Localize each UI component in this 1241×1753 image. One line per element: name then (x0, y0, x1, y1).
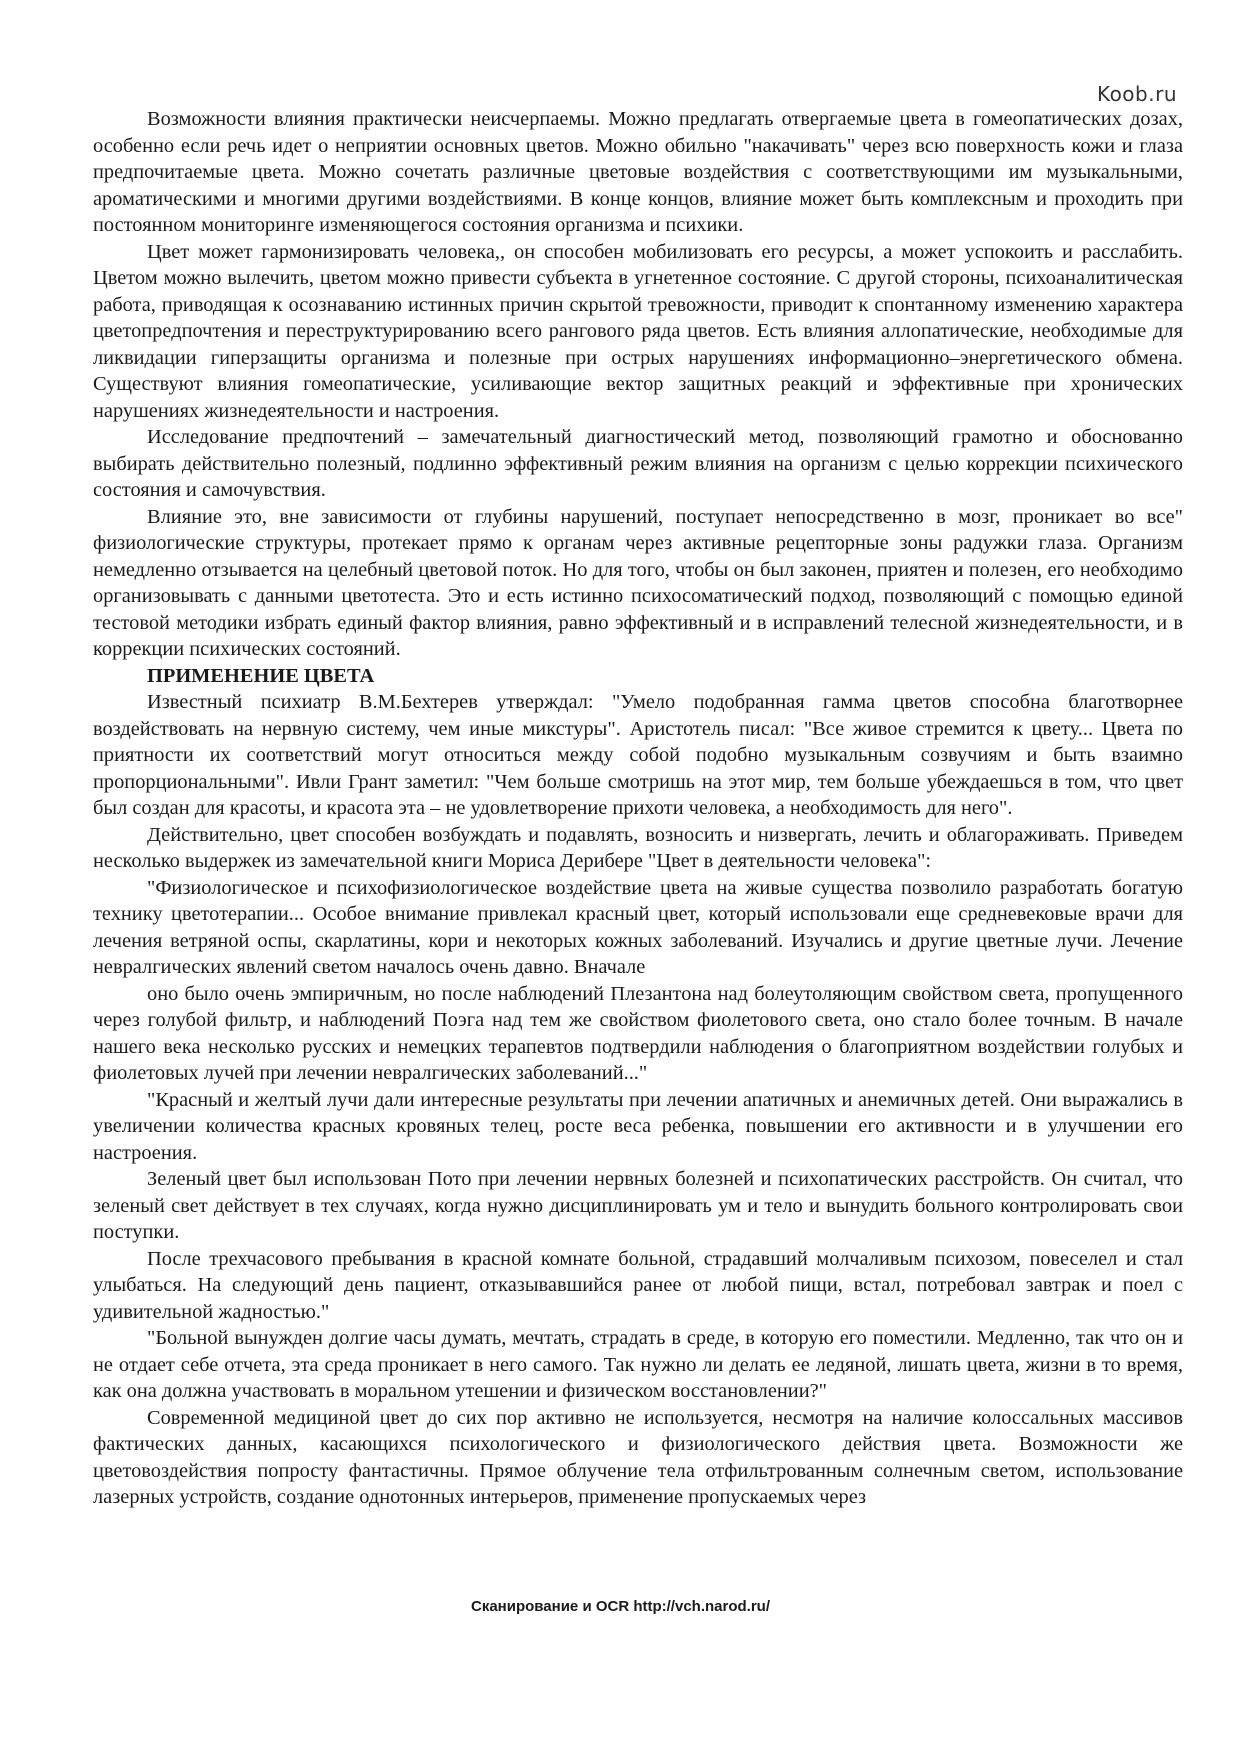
paragraph: Влияние это, вне зависимости от глубины нарушений, поступает непосредственно в мозг, проникает во все" физиологические структуры, протекает прямо к органам через активные рецепторные зоны радужки глаза. Организм немедленно отзывается на целебный цветовой поток. Но для того, чтобы он был законен, приятен и полезен, его необходимо организовывать с данными цветотеста. Это и есть истинно психосоматический подход, позволяющий с помощью единой тестовой методики избрать единый фактор влияния, равно эффективный и в исправлений телесной жизнедеятельности, и в коррекции психических состояний. (93, 505, 1183, 660)
paragraph: Современной медициной цвет до сих пор активно не используется, несмотря на наличие колоссальных массивов фактических данных, касающихся психологического и физиологического действия цвета. Возможности же цветовоздействия попросту фантастичны. Прямое облучение тела отфильтрованным солнечным светом, использование лазерных устройств, создание однотонных интерьеров, применение пропускаемых через (93, 1406, 1183, 1508)
paragraph: Цвет может гармонизировать человека,, он способен мобилизовать его ресурсы, а может успокоить и расслабить. Цветом можно вылечить, цветом можно привести субъекта в угнетенное состояние. С другой стороны, психоаналитическая работа, приводящая к осознаванию истинных причин скрытой тревожности, приводит к спонтанному изменению характера цветопредпочтения и переструктурированию всего рангового ряда цветов. Есть влияния аллопатические, необходимые для ликвидации гиперзащиты организма и полезные при острых нарушениях информационно–энергетического обмена. Существуют влияния гомеопатические, усиливающие вектор защитных реакций и эффективные при хронических нарушениях жизнедеятельности и настроения. (93, 240, 1183, 422)
paragraph: Известный психиатр В.М.Бехтерев утверждал: "Умело подобранная гамма цветов способна благотворнее воздействовать на нервную систему, чем иные микстуры". Аристотель писал: "Все живое стремится к цвету... Цвета по приятности их соответствий могут относиться между собой подобно музыкальным созвучиям и быть взаимно пропорциональными". Ивли Грант заметил: "Чем больше смотришь на этот мир, тем больше убеждаешься в том, что цвет был создан для красоты, и красота эта – не удовлетворение прихоти человека, а необходимость для него". (93, 691, 1183, 819)
paragraph: "Физиологическое и психофизиологическое воздействие цвета на живые существа позволило разработать богатую технику цветотерапии... Особое внимание привлекал красный цвет, который использовали еще средневековые врачи для лечения ветряной оспы, скарлатины, кори и некоторых кожных заболеваний. Изучались и другие цветные лучи. Лечение невралгических явлений светом началось очень давно. Вначале (93, 876, 1183, 978)
paragraph: Действительно, цвет способен возбуждать и подавлять, возносить и низвергать, лечить и облагораживать. Приведем несколько выдержек из замечательной книги Мориса Дерибере "Цвет в деятельности человека": (93, 823, 1183, 872)
paragraph: Исследование предпочтений – замечательный диагностический метод, позволяющий грамотно и обоснованно выбирать действительно полезный, подлинно эффективный режим влияния на организм с целью коррекции психического состояния и самочувствия. (93, 426, 1183, 501)
page-body (93, 106, 1183, 1511)
scan-credit-footer: Сканирование и OCR http://vch.narod.ru/ (471, 1598, 770, 1615)
section-heading: ПРИМЕНЕНИЕ ЦВЕТА (147, 664, 375, 687)
paragraph: "Больной вынужден долгие часы думать, мечтать, страдать в среде, в которую его поместили. Медленно, так что он и не отдает себе отчета, эта среда проникает в него самого. Так нужно ли делать ее ледяной, лишать цвета, жизни в то время, как она должна участвовать в моральном утешении и физическом восстановлении?" (93, 1327, 1183, 1402)
paragraph: Зеленый цвет был использован Пото при лечении нервных болезней и психопатических расстройств. Он считал, что зеленый свет действует в тех случаях, когда нужно дисциплинировать ум и тело и вынудить больного контролировать свои поступки. (93, 1168, 1183, 1243)
paragraph: "Красный и желтый лучи дали интересные результаты при лечении апатичных и анемичных детей. Они выражались в увеличении количества красных кровяных телец, росте веса ребенка, повышении его активности и в улучшении его настроения. (93, 1088, 1183, 1164)
site-watermark: Koob.ru (1096, 82, 1177, 106)
paragraph: Возможности влияния практически неисчерпаемы. Можно предлагать отвергаемые цвета в гомеопатических дозах, особенно если речь идет о неприятии основных цветов. Можно обильно "накачивать" через всю поверхность кожи и глаза предпочитаемые цвета. Можно сочетать различные цветовые воздействия с соответствующими им музыкальными, ароматическими и многими другими воздействиями. В конце концов, влияние может быть комплексным и проходить при постоянном мониторинге изменяющегося состояния организма и психики. (93, 108, 1183, 236)
paragraph: После трехчасового пребывания в красной комнате больной, страдавший молчаливым психозом, повеселел и стал улыбаться. На следующий день пациент, отказывавшийся ранее от любой пищи, встал, потребовал завтрак и поел с удивительной жадностью." (93, 1247, 1183, 1323)
paragraph: оно было очень эмпиричным, но после наблюдений Плезантона над болеутоляющим свойством света, пропущенного через голубой фильтр, и наблюдений Поэга над тем же свойством фиолетового света, оно стало более точным. В начале нашего века несколько русских и немецких терапевтов подтвердили наблюдения о благоприятном воздействии голубых и фиолетовых лучей при лечении невралгических заболеваний..." (93, 982, 1183, 1084)
